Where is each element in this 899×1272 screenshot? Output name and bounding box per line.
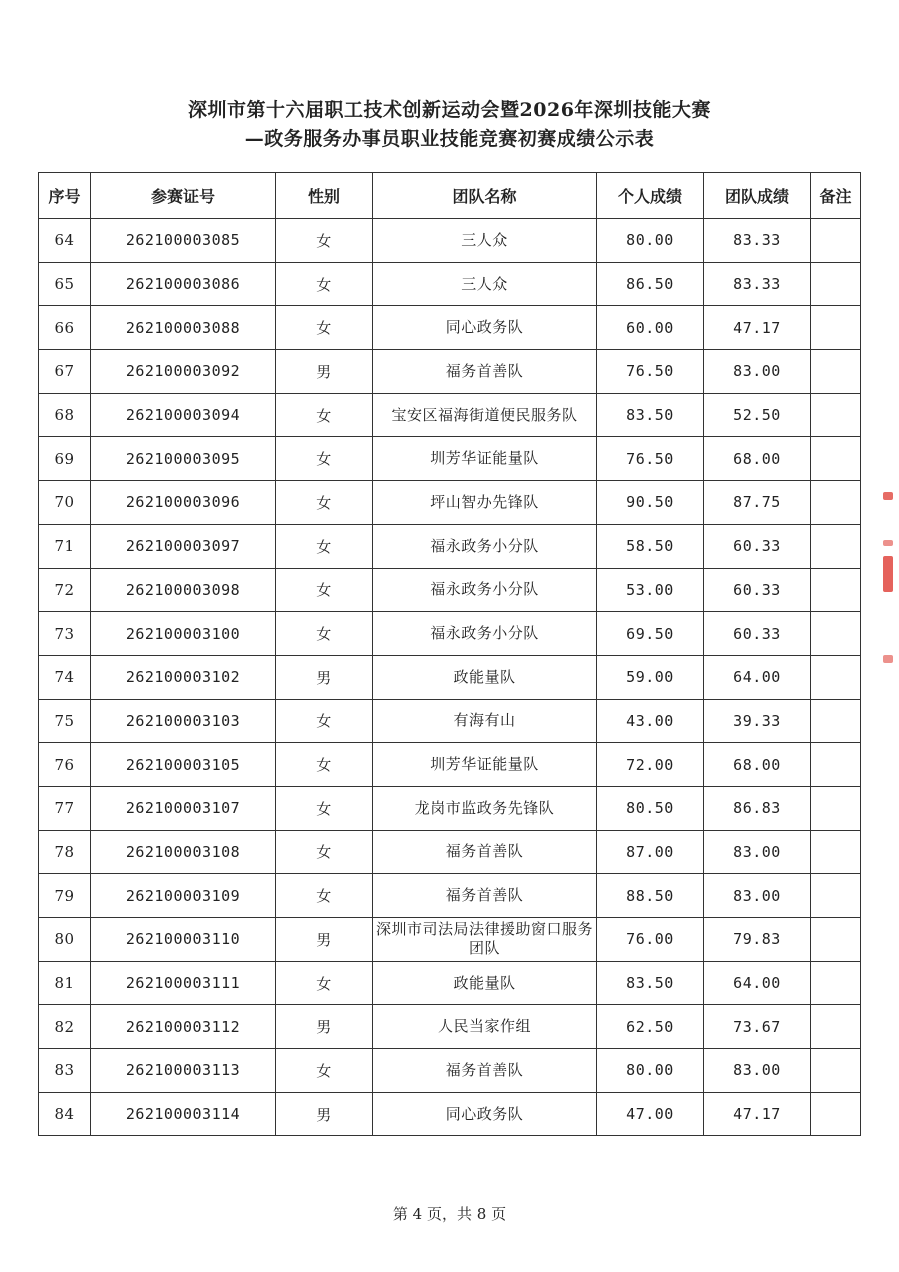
personal-score-cell: 76.50 [597,350,704,394]
gender-cell: 男 [276,350,373,394]
header-gender: 性别 [276,173,373,219]
team-score-cell: 60.33 [704,568,811,612]
table-header-row [39,173,861,219]
team-score-cell: 83.33 [704,219,811,263]
gender-cell: 男 [276,655,373,699]
entry-id-cell: 262100003086 [91,262,276,306]
page-footer: 第 4 页，共 8 页 [392,1205,507,1223]
personal-score-cell: 58.50 [597,524,704,568]
team-score-cell: 83.00 [704,1049,811,1093]
table-row [39,918,861,962]
table-row [39,393,861,437]
entry-id-cell: 262100003100 [91,612,276,656]
header-personal-score: 个人成绩 [597,173,704,219]
table-row [39,1049,861,1093]
gender-cell: 女 [276,262,373,306]
header-id: 参赛证号 [91,173,276,219]
note-cell [811,481,861,525]
note-cell [811,655,861,699]
row-number-cell: 77 [39,786,91,830]
note-cell [811,1092,861,1136]
table-row [39,699,861,743]
table-row [39,262,861,306]
header-team-score: 团队成绩 [704,173,811,219]
row-number-cell: 64 [39,219,91,263]
team-name-cell: 福务首善队 [373,350,597,394]
row-number-cell: 73 [39,612,91,656]
personal-score-cell: 72.00 [597,743,704,787]
table-row [39,524,861,568]
team-name-cell: 深圳市司法局法律援助窗口服务团队 [373,918,597,962]
entry-id-cell: 262100003113 [91,1049,276,1093]
note-cell [811,874,861,918]
note-cell [811,350,861,394]
row-number-cell: 81 [39,961,91,1005]
personal-score-cell: 88.50 [597,874,704,918]
note-cell [811,568,861,612]
row-number-cell: 83 [39,1049,91,1093]
team-name-cell: 福永政务小分队 [373,612,597,656]
gender-cell: 女 [276,437,373,481]
note-cell [811,743,861,787]
entry-id-cell: 262100003102 [91,655,276,699]
note-cell [811,786,861,830]
row-number-cell: 68 [39,393,91,437]
personal-score-cell: 59.00 [597,655,704,699]
personal-score-cell: 86.50 [597,262,704,306]
row-number-cell: 75 [39,699,91,743]
team-score-cell: 47.17 [704,306,811,350]
row-number-cell: 74 [39,655,91,699]
team-name-cell: 同心政务队 [373,1092,597,1136]
gender-cell: 女 [276,874,373,918]
team-score-cell: 79.83 [704,918,811,962]
table-row [39,1092,861,1136]
team-score-cell: 83.00 [704,830,811,874]
entry-id-cell: 262100003105 [91,743,276,787]
team-score-cell: 64.00 [704,655,811,699]
table-row [39,306,861,350]
entry-id-cell: 262100003108 [91,830,276,874]
team-name-cell: 福务首善队 [373,1049,597,1093]
header-team: 团队名称 [373,173,597,219]
team-score-cell: 83.33 [704,262,811,306]
row-number-cell: 69 [39,437,91,481]
gender-cell: 女 [276,568,373,612]
team-score-cell: 60.33 [704,524,811,568]
note-cell [811,306,861,350]
gender-cell: 女 [276,219,373,263]
note-cell [811,524,861,568]
entry-id-cell: 262100003092 [91,350,276,394]
personal-score-cell: 80.00 [597,1049,704,1093]
note-cell [811,699,861,743]
header-no: 序号 [39,173,91,219]
personal-score-cell: 53.00 [597,568,704,612]
team-score-cell: 60.33 [704,612,811,656]
personal-score-cell: 62.50 [597,1005,704,1049]
table-body [39,219,861,1136]
team-name-cell: 福务首善队 [373,830,597,874]
entry-id-cell: 262100003114 [91,1092,276,1136]
score-table [38,172,861,1136]
note-cell [811,918,861,962]
personal-score-cell: 43.00 [597,699,704,743]
entry-id-cell: 262100003103 [91,699,276,743]
team-name-cell: 三人众 [373,219,597,263]
table-row [39,437,861,481]
personal-score-cell: 76.00 [597,918,704,962]
row-number-cell: 71 [39,524,91,568]
team-name-cell: 政能量队 [373,961,597,1005]
team-name-cell: 三人众 [373,262,597,306]
personal-score-cell: 83.50 [597,961,704,1005]
entry-id-cell: 262100003096 [91,481,276,525]
table-row [39,481,861,525]
row-number-cell: 66 [39,306,91,350]
team-name-cell: 宝安区福海街道便民服务队 [373,393,597,437]
team-name-cell: 政能量队 [373,655,597,699]
row-number-cell: 80 [39,918,91,962]
gender-cell: 女 [276,1049,373,1093]
seal-edge-mark [883,492,893,500]
entry-id-cell: 262100003088 [91,306,276,350]
team-name-cell: 福永政务小分队 [373,524,597,568]
table-row [39,743,861,787]
table-row [39,612,861,656]
personal-score-cell: 76.50 [597,437,704,481]
entry-id-cell: 262100003111 [91,961,276,1005]
team-name-cell: 人民当家作组 [373,1005,597,1049]
table-row [39,655,861,699]
team-name-cell: 福务首善队 [373,874,597,918]
header-note: 备注 [811,173,861,219]
note-cell [811,830,861,874]
team-score-cell: 52.50 [704,393,811,437]
table-row [39,568,861,612]
team-score-cell: 64.00 [704,961,811,1005]
title-line-2: —政务服务办事员职业技能竞赛初赛成绩公示表 [244,128,655,150]
entry-id-cell: 262100003094 [91,393,276,437]
team-name-cell: 同心政务队 [373,306,597,350]
row-number-cell: 76 [39,743,91,787]
row-number-cell: 67 [39,350,91,394]
note-cell [811,393,861,437]
team-score-cell: 87.75 [704,481,811,525]
entry-id-cell: 262100003109 [91,874,276,918]
personal-score-cell: 90.50 [597,481,704,525]
note-cell [811,1005,861,1049]
title-line-1: 深圳市第十六届职工技术创新运动会暨2026年深圳技能大赛 [188,99,711,121]
table-row [39,874,861,918]
seal-edge-mark [883,540,893,546]
personal-score-cell: 83.50 [597,393,704,437]
entry-id-cell: 262100003110 [91,918,276,962]
row-number-cell: 72 [39,568,91,612]
personal-score-cell: 47.00 [597,1092,704,1136]
entry-id-cell: 262100003095 [91,437,276,481]
note-cell [811,961,861,1005]
row-number-cell: 78 [39,830,91,874]
team-score-cell: 83.00 [704,874,811,918]
team-name-cell: 福永政务小分队 [373,568,597,612]
table-row [39,786,861,830]
team-score-cell: 68.00 [704,743,811,787]
table-row [39,350,861,394]
row-number-cell: 65 [39,262,91,306]
entry-id-cell: 262100003098 [91,568,276,612]
table-row [39,830,861,874]
note-cell [811,612,861,656]
team-score-cell: 86.83 [704,786,811,830]
note-cell [811,437,861,481]
gender-cell: 女 [276,699,373,743]
gender-cell: 女 [276,830,373,874]
row-number-cell: 82 [39,1005,91,1049]
team-score-cell: 47.17 [704,1092,811,1136]
document-title [0,96,899,154]
row-number-cell: 79 [39,874,91,918]
gender-cell: 男 [276,918,373,962]
team-score-cell: 68.00 [704,437,811,481]
entry-id-cell: 262100003097 [91,524,276,568]
team-score-cell: 39.33 [704,699,811,743]
team-name-cell: 圳芳华证能量队 [373,743,597,787]
entry-id-cell: 262100003112 [91,1005,276,1049]
gender-cell: 女 [276,306,373,350]
table-row [39,1005,861,1049]
note-cell [811,262,861,306]
personal-score-cell: 60.00 [597,306,704,350]
gender-cell: 女 [276,612,373,656]
personal-score-cell: 87.00 [597,830,704,874]
entry-id-cell: 262100003085 [91,219,276,263]
row-number-cell: 84 [39,1092,91,1136]
gender-cell: 男 [276,1005,373,1049]
team-name-cell: 坪山智办先锋队 [373,481,597,525]
team-score-cell: 83.00 [704,350,811,394]
table-row [39,219,861,263]
team-name-cell: 龙岗市监政务先锋队 [373,786,597,830]
note-cell [811,1049,861,1093]
team-name-cell: 有海有山 [373,699,597,743]
seal-edge-mark [883,556,893,592]
personal-score-cell: 80.50 [597,786,704,830]
gender-cell: 女 [276,961,373,1005]
personal-score-cell: 80.00 [597,219,704,263]
gender-cell: 女 [276,786,373,830]
entry-id-cell: 262100003107 [91,786,276,830]
seal-edge-mark [883,655,893,663]
gender-cell: 男 [276,1092,373,1136]
gender-cell: 女 [276,743,373,787]
gender-cell: 女 [276,393,373,437]
team-score-cell: 73.67 [704,1005,811,1049]
personal-score-cell: 69.50 [597,612,704,656]
row-number-cell: 70 [39,481,91,525]
gender-cell: 女 [276,481,373,525]
table-row [39,961,861,1005]
note-cell [811,219,861,263]
gender-cell: 女 [276,524,373,568]
team-name-cell: 圳芳华证能量队 [373,437,597,481]
